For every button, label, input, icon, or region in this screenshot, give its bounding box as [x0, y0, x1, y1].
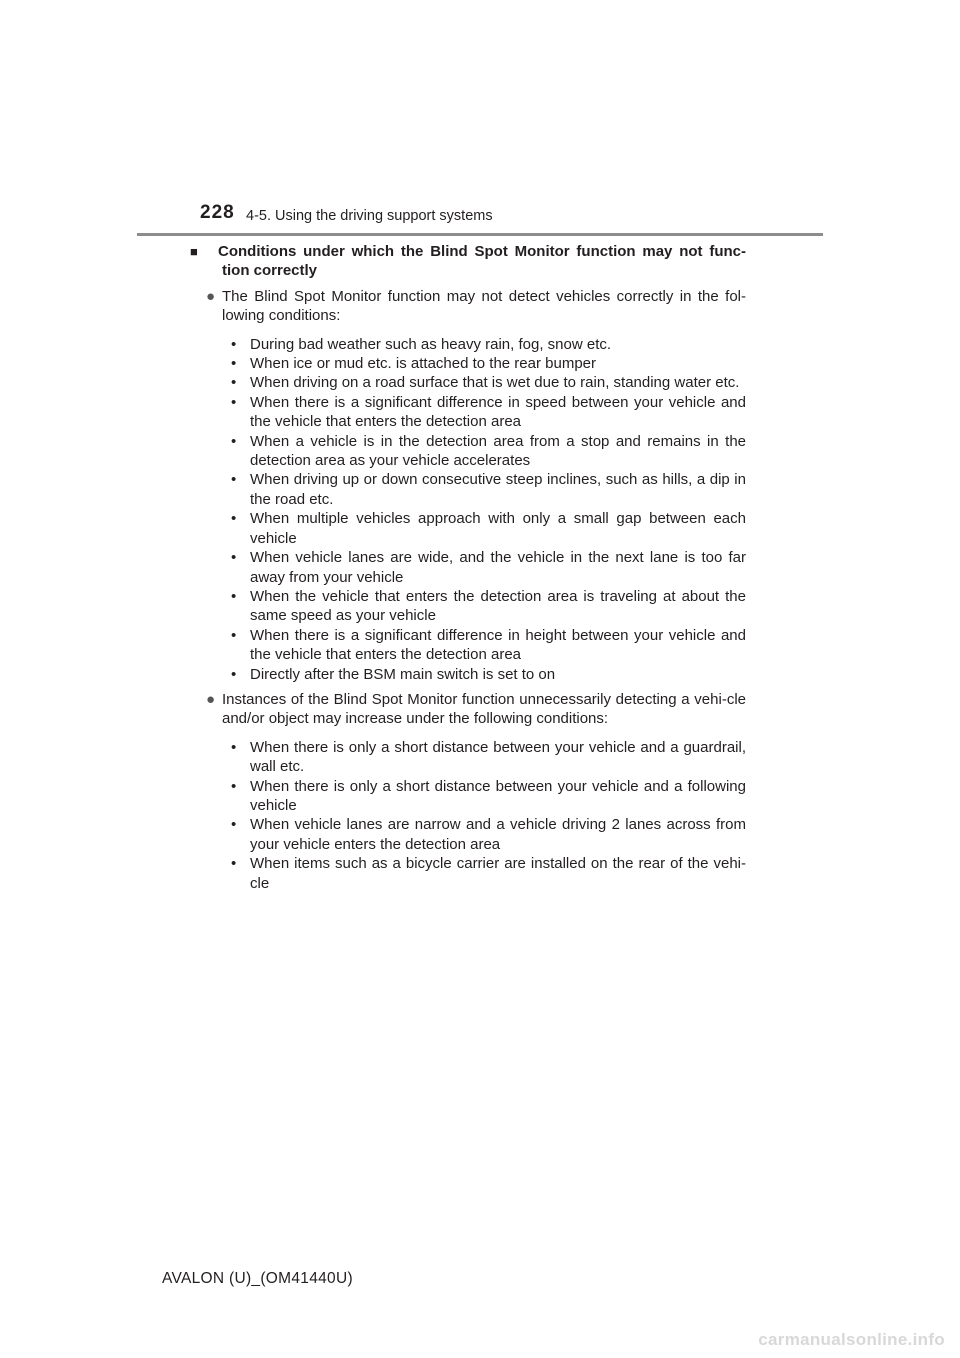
list-item — [231, 432, 746, 471]
bullet-icon: • — [231, 777, 237, 795]
list-item-text: When driving on a road surface that is wet due to rain, standing water etc. — [250, 374, 740, 392]
list-item — [231, 548, 746, 587]
list-item — [231, 393, 746, 432]
list-item — [231, 665, 746, 684]
header-divider — [137, 233, 823, 236]
condition-list — [206, 335, 746, 684]
list-item — [231, 509, 746, 548]
condition-list — [206, 738, 746, 893]
bullet-icon: • — [231, 471, 237, 489]
list-item-text: When multiple vehicles approach with only a small gap between each vehicle — [250, 510, 746, 547]
list-item — [231, 815, 746, 854]
list-item — [231, 354, 746, 373]
list-item — [231, 777, 746, 816]
list-item-text: Directly after the BSM main switch is set to on — [250, 665, 556, 683]
list-item-text: When items such as a bicycle carrier are installed on the rear of the vehi-cle — [250, 855, 746, 892]
list-item-text: When driving up or down consecutive steep inclines, such as hills, a dip in the road etc. — [250, 471, 746, 508]
section-heading — [190, 242, 746, 281]
list-item-text: When there is a significant difference in height between your vehicle and the vehicle that enters the detection area — [250, 626, 746, 664]
list-item-text: When a vehicle is in the detection area from a stop and remains in the detection area as your vehicle accelerates — [250, 432, 746, 470]
bullet-icon: • — [231, 335, 237, 353]
list-item-text: During bad weather such as heavy rain, fog, snow etc. — [250, 335, 612, 353]
list-item-text: When there is only a short distance between your vehicle and a guardrail, wall etc. — [250, 738, 746, 776]
bullet-icon: • — [231, 510, 237, 528]
list-item — [231, 470, 746, 509]
heading-text: Conditions under which the Blind Spot Monitor function may not func-tion correctly — [218, 243, 746, 280]
list-item — [231, 373, 746, 392]
list-item — [231, 854, 746, 893]
bullet-icon: • — [231, 393, 237, 411]
list-item-text: When the vehicle that enters the detection area is traveling at about the same speed as your vehicle — [250, 587, 746, 625]
paragraph-text: The Blind Spot Monitor function may not detect vehicles correctly in the fol-lowing conditions: — [222, 287, 746, 325]
list-item-text: When ice or mud etc. is attached to the rear bumper — [250, 355, 597, 373]
list-item-text: When vehicle lanes are wide, and the vehicle in the next lane is too far away from your vehicle — [250, 549, 746, 586]
bullet-icon: • — [231, 816, 237, 834]
bullet-icon: • — [231, 432, 237, 450]
bullet-icon: • — [231, 738, 237, 756]
list-item-text: When there is a significant difference in speed between your vehicle and the vehicle that enters the detection area — [250, 393, 746, 431]
round-bullet-icon: ● — [206, 690, 216, 708]
bullet-icon: • — [231, 626, 237, 644]
watermark-logo: carmanualsonline.info — [758, 1330, 945, 1349]
list-item — [231, 626, 746, 665]
bullet-icon: • — [231, 665, 237, 683]
bullet-icon: • — [231, 355, 237, 373]
bullet-icon: • — [231, 587, 237, 605]
bullet-icon: • — [231, 855, 237, 873]
page-content — [190, 242, 746, 899]
condition-groups — [206, 287, 746, 893]
bullet-icon: • — [231, 374, 237, 392]
page-number: 228 — [200, 202, 235, 223]
condition-paragraph — [206, 287, 746, 326]
paragraph-text: Instances of the Blind Spot Monitor function unnecessarily detecting a vehi-cle and/or object may increase under the following conditions: — [222, 690, 746, 728]
list-item — [231, 587, 746, 626]
list-item-text: When vehicle lanes are narrow and a vehicle driving 2 lanes across from your vehicle enters the detection area — [250, 816, 746, 853]
list-item — [231, 738, 746, 777]
round-bullet-icon: ● — [206, 287, 216, 305]
square-bullet-icon: ■ — [190, 244, 198, 259]
bullet-icon: • — [231, 549, 237, 567]
section-title: 4-5. Using the driving support systems — [246, 208, 493, 224]
footer-model: AVALON (U)_(OM41440U) — [162, 1270, 353, 1287]
list-item — [231, 335, 746, 354]
list-item-text: When there is only a short distance between your vehicle and a following vehicle — [250, 777, 746, 814]
condition-paragraph — [206, 690, 746, 729]
